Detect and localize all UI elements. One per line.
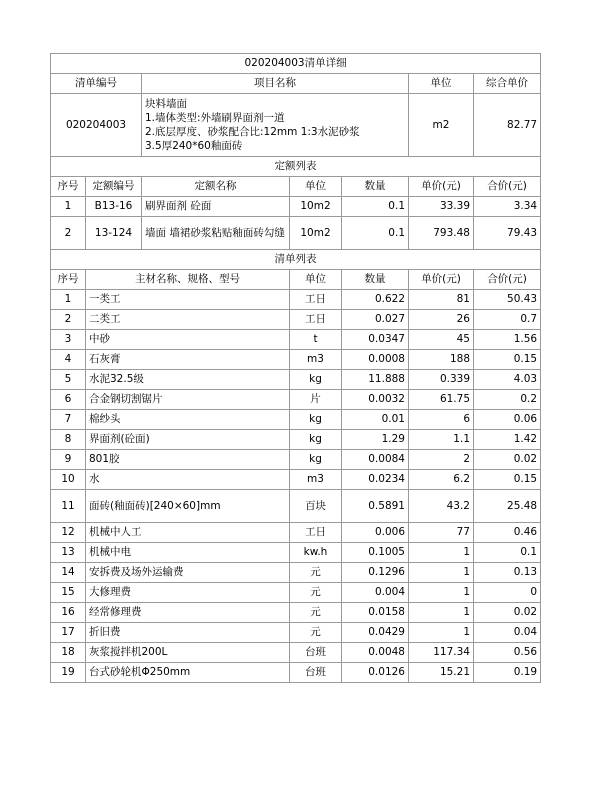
quota-section-title: 定额列表 <box>51 157 541 177</box>
table-row <box>51 583 541 603</box>
material-name-cell: 水 <box>86 470 290 490</box>
quantity-cell: 0.0429 <box>342 623 409 643</box>
bill-detail-sheet <box>50 53 540 683</box>
material-name-cell: 801胶 <box>86 450 290 470</box>
total-price-cell: 0.04 <box>474 623 541 643</box>
unit-price-cell: 61.75 <box>409 390 474 410</box>
seq-cell: 19 <box>51 663 86 683</box>
total-price-cell: 0.1 <box>474 543 541 563</box>
unit-price-cell: 1 <box>409 623 474 643</box>
quantity-cell: 0.027 <box>342 310 409 330</box>
unit-price-cell: 15.21 <box>409 663 474 683</box>
table-row <box>51 623 541 643</box>
quantity-header: 数量 <box>342 270 409 290</box>
material-name-header: 主材名称、规格、型号 <box>86 270 290 290</box>
quantity-cell: 0.622 <box>342 290 409 310</box>
bill-code-header: 清单编号 <box>51 74 142 94</box>
quantity-cell: 0.0032 <box>342 390 409 410</box>
quantity-cell: 0.1005 <box>342 543 409 563</box>
unit-cell: kg <box>290 370 342 390</box>
unit-cell: 台班 <box>290 663 342 683</box>
unit-cell: 10m2 <box>290 197 342 217</box>
unit-price-cell: 6 <box>409 410 474 430</box>
quantity-cell: 0.1296 <box>342 563 409 583</box>
quota-name-cell: 墙面 墙裙砂浆粘贴釉面砖勾缝 <box>142 217 290 250</box>
material-name-cell: 二类工 <box>86 310 290 330</box>
quota-code-header: 定额编号 <box>86 177 142 197</box>
seq-cell: 3 <box>51 330 86 350</box>
quantity-cell: 0.004 <box>342 583 409 603</box>
unit-header: 单位 <box>290 270 342 290</box>
material-header-row <box>51 270 541 290</box>
unit-cell: kg <box>290 410 342 430</box>
unit-price-cell: 45 <box>409 330 474 350</box>
table-row <box>51 350 541 370</box>
total-price-cell: 0.06 <box>474 410 541 430</box>
quantity-cell: 0.0084 <box>342 450 409 470</box>
total-price-cell: 0.13 <box>474 563 541 583</box>
material-name-cell: 机械中电 <box>86 543 290 563</box>
seq-cell: 15 <box>51 583 86 603</box>
total-price-cell: 0.46 <box>474 523 541 543</box>
quantity-cell: 0.006 <box>342 523 409 543</box>
quota-name-header: 定额名称 <box>142 177 290 197</box>
unit-cell: m3 <box>290 350 342 370</box>
unit-cell: 10m2 <box>290 217 342 250</box>
seq-header: 序号 <box>51 270 86 290</box>
seq-cell: 8 <box>51 430 86 450</box>
table-row <box>51 450 541 470</box>
seq-cell: 11 <box>51 490 86 523</box>
seq-cell: 6 <box>51 390 86 410</box>
material-section-title-row <box>51 250 541 270</box>
total-price-cell: 50.43 <box>474 290 541 310</box>
quota-code-cell: B13-16 <box>86 197 142 217</box>
unit-price-cell: 1 <box>409 543 474 563</box>
unit-price-cell: 6.2 <box>409 470 474 490</box>
seq-cell: 9 <box>51 450 86 470</box>
item-name-header: 项目名称 <box>142 74 409 94</box>
unit-price-cell: 1 <box>409 603 474 623</box>
unit-price-cell: 117.34 <box>409 643 474 663</box>
desc-line: 块料墙面 <box>145 98 187 110</box>
table-row <box>51 197 541 217</box>
unit-cell: kg <box>290 430 342 450</box>
total-price-cell: 0.02 <box>474 603 541 623</box>
item-description <box>142 94 409 157</box>
unit-header: 单位 <box>290 177 342 197</box>
total-price-cell: 0.02 <box>474 450 541 470</box>
unit-price-cell: 26 <box>409 310 474 330</box>
unit-cell: 元 <box>290 563 342 583</box>
desc-line: 1.墙体类型:外墙刷界面剂一道 <box>145 112 285 124</box>
table-row <box>51 330 541 350</box>
table-row <box>51 370 541 390</box>
unit-cell: 工日 <box>290 290 342 310</box>
total-price-cell: 0.19 <box>474 663 541 683</box>
unit-price-cell: 77 <box>409 523 474 543</box>
table-row <box>51 410 541 430</box>
total-price-cell: 3.34 <box>474 197 541 217</box>
sheet-title: 020204003清单详细 <box>51 54 541 74</box>
seq-cell: 13 <box>51 543 86 563</box>
seq-cell: 2 <box>51 217 86 250</box>
table-row <box>51 490 541 523</box>
material-name-cell: 石灰膏 <box>86 350 290 370</box>
total-price-cell: 79.43 <box>474 217 541 250</box>
unit-price-header: 单价(元) <box>409 270 474 290</box>
unit-price-cell: 188 <box>409 350 474 370</box>
unit-cell: kg <box>290 450 342 470</box>
quantity-cell: 0.1 <box>342 197 409 217</box>
total-price-cell: 25.48 <box>474 490 541 523</box>
table-row <box>51 290 541 310</box>
table-row <box>51 663 541 683</box>
table-row <box>51 217 541 250</box>
total-price-cell: 0.2 <box>474 390 541 410</box>
unit-cell: m3 <box>290 470 342 490</box>
table-row <box>51 310 541 330</box>
unit-cell: 元 <box>290 623 342 643</box>
seq-cell: 7 <box>51 410 86 430</box>
seq-cell: 4 <box>51 350 86 370</box>
seq-cell: 17 <box>51 623 86 643</box>
table-row <box>51 563 541 583</box>
quota-name-cell: 刷界面剂 砼面 <box>142 197 290 217</box>
unit-price-cell: 1 <box>409 583 474 603</box>
material-name-cell: 中砂 <box>86 330 290 350</box>
total-price-header: 合价(元) <box>474 270 541 290</box>
total-price-header: 合价(元) <box>474 177 541 197</box>
table-row <box>51 390 541 410</box>
material-name-cell: 界面剂(砼面) <box>86 430 290 450</box>
material-name-cell: 经常修理费 <box>86 603 290 623</box>
material-name-cell: 棉纱头 <box>86 410 290 430</box>
unit-cell: 台班 <box>290 643 342 663</box>
material-name-cell: 机械中人工 <box>86 523 290 543</box>
table-row <box>51 470 541 490</box>
total-price-cell: 0.15 <box>474 350 541 370</box>
total-price-cell: 0.15 <box>474 470 541 490</box>
material-name-cell: 面砖(釉面砖)[240×60]mm <box>86 490 290 523</box>
quantity-cell: 0.0126 <box>342 663 409 683</box>
table-row <box>51 543 541 563</box>
table-row <box>51 643 541 663</box>
unit-cell: 元 <box>290 603 342 623</box>
material-name-cell: 水泥32.5级 <box>86 370 290 390</box>
seq-cell: 18 <box>51 643 86 663</box>
desc-line: 2.底层厚度、砂浆配合比:12mm 1:3水泥砂浆 <box>145 126 360 138</box>
unit-cell: t <box>290 330 342 350</box>
seq-cell: 1 <box>51 197 86 217</box>
total-price-cell: 4.03 <box>474 370 541 390</box>
unit-price-cell: 43.2 <box>409 490 474 523</box>
item-unit-price: 82.77 <box>474 94 541 157</box>
unit-price-cell: 793.48 <box>409 217 474 250</box>
quota-code-cell: 13-124 <box>86 217 142 250</box>
unit-price-cell: 1.1 <box>409 430 474 450</box>
quantity-cell: 0.5891 <box>342 490 409 523</box>
unit-price-cell: 33.39 <box>409 197 474 217</box>
unit-price-cell: 0.339 <box>409 370 474 390</box>
unit-cell: 百块 <box>290 490 342 523</box>
seq-cell: 14 <box>51 563 86 583</box>
unit-cell: 片 <box>290 390 342 410</box>
quantity-cell: 0.0234 <box>342 470 409 490</box>
material-name-cell: 大修理费 <box>86 583 290 603</box>
seq-cell: 2 <box>51 310 86 330</box>
unit-cell: 工日 <box>290 310 342 330</box>
quantity-cell: 0.1 <box>342 217 409 250</box>
seq-header: 序号 <box>51 177 86 197</box>
quantity-cell: 0.0158 <box>342 603 409 623</box>
material-name-cell: 折旧费 <box>86 623 290 643</box>
quantity-cell: 1.29 <box>342 430 409 450</box>
total-price-cell: 0 <box>474 583 541 603</box>
total-price-cell: 0.7 <box>474 310 541 330</box>
unit-price-cell: 2 <box>409 450 474 470</box>
seq-cell: 1 <box>51 290 86 310</box>
unit-cell: 工日 <box>290 523 342 543</box>
unit-price-header: 单价(元) <box>409 177 474 197</box>
seq-cell: 16 <box>51 603 86 623</box>
material-name-cell: 台式砂轮机Φ250mm <box>86 663 290 683</box>
seq-cell: 5 <box>51 370 86 390</box>
quantity-cell: 11.888 <box>342 370 409 390</box>
unit-header: 单位 <box>409 74 474 94</box>
unit-cell: kw.h <box>290 543 342 563</box>
seq-cell: 12 <box>51 523 86 543</box>
material-name-cell: 灰浆搅拌机200L <box>86 643 290 663</box>
quantity-cell: 0.01 <box>342 410 409 430</box>
table-row <box>51 523 541 543</box>
desc-line: 3.5厚240*60釉面砖 <box>145 140 243 152</box>
quantity-header: 数量 <box>342 177 409 197</box>
quantity-cell: 0.0008 <box>342 350 409 370</box>
total-price-cell: 1.42 <box>474 430 541 450</box>
unit-price-cell: 81 <box>409 290 474 310</box>
material-name-cell: 安拆费及场外运输费 <box>86 563 290 583</box>
material-name-cell: 合金钢切割锯片 <box>86 390 290 410</box>
material-section-title: 清单列表 <box>51 250 541 270</box>
table-row <box>51 430 541 450</box>
total-price-cell: 1.56 <box>474 330 541 350</box>
quota-header-row <box>51 177 541 197</box>
unit-price-cell: 1 <box>409 563 474 583</box>
bill-detail-table <box>50 53 541 683</box>
seq-cell: 10 <box>51 470 86 490</box>
material-name-cell: 一类工 <box>86 290 290 310</box>
table-row <box>51 603 541 623</box>
quantity-cell: 0.0048 <box>342 643 409 663</box>
unit-price-header: 综合单价 <box>474 74 541 94</box>
item-unit: m2 <box>409 94 474 157</box>
total-price-cell: 0.56 <box>474 643 541 663</box>
quantity-cell: 0.0347 <box>342 330 409 350</box>
bill-code: 020204003 <box>51 94 142 157</box>
unit-cell: 元 <box>290 583 342 603</box>
